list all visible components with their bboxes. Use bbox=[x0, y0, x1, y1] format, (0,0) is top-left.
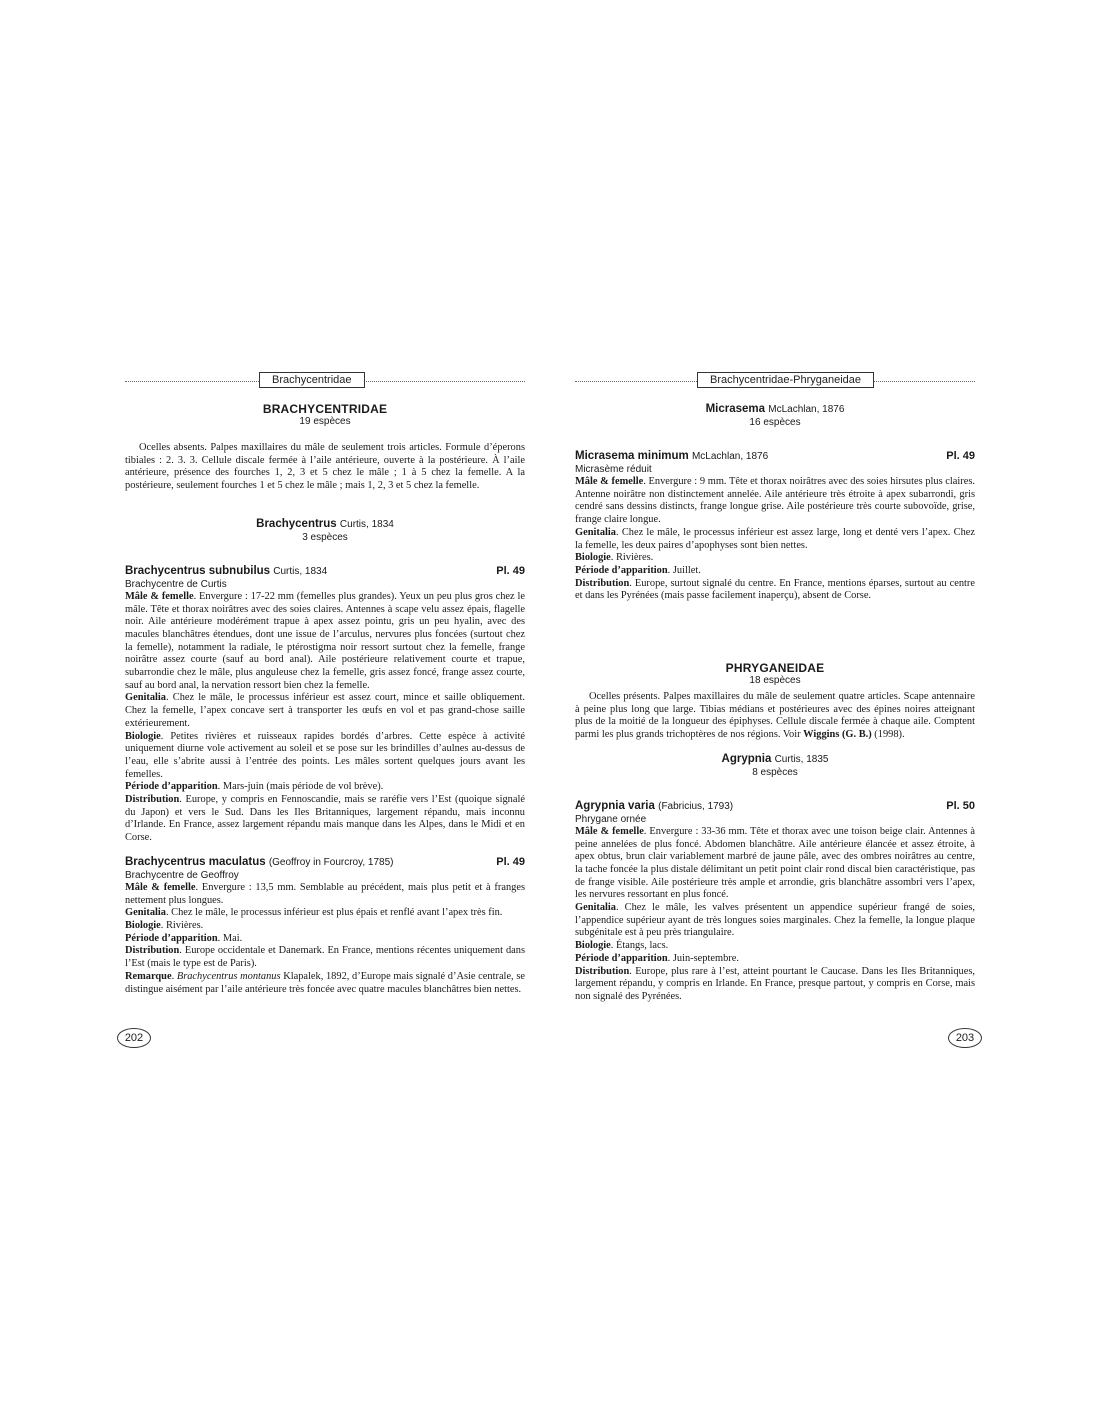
remark-paragraph: Remarque. Brachycentrus montanus Klapalek, 1892, d’Europe mais signalé d’Asie centrale, se distingue aisément par l’aile antérieure très foncée avec quatre macules blanchâtres bien nettes. bbox=[125, 970, 525, 995]
genus-heading bbox=[575, 752, 975, 767]
genitalia-paragraph: Genitalia. Chez le mâle, le processus inférieur est assez large, long et denté vers l’apex. Chez la femelle, les deux paires d’apophyses sont bien nettes. bbox=[575, 526, 975, 551]
family-count: 19 espèces bbox=[299, 416, 351, 427]
genus-count: 3 espèces bbox=[302, 531, 348, 543]
distribution-paragraph: Distribution. Europe, plus rare à l’est, atteint pourtant le Caucase. Dans les Iles Britanniques, largement répandu, y compris en Irlande. En France, presque partout, y compris en Corse, mais non signalé des Pyrénées. bbox=[575, 965, 975, 1002]
family-title: BRACHYCENTRIDAE bbox=[262, 402, 388, 416]
species-heading bbox=[125, 855, 525, 870]
species-entry bbox=[575, 449, 975, 603]
page-number: 203 bbox=[948, 1028, 982, 1048]
running-header bbox=[125, 372, 525, 388]
biology-paragraph: Biologie. Rivières. bbox=[125, 919, 204, 931]
plate-reference: Pl. 49 bbox=[496, 564, 525, 577]
genus-author: Curtis, 1834 bbox=[339, 518, 394, 530]
species-name: Brachycentrus maculatus bbox=[125, 855, 266, 868]
period-paragraph: Période d’apparition. Juillet. bbox=[575, 564, 701, 576]
period-paragraph: Période d’apparition. Mars-juin (mais période de vol brève). bbox=[125, 781, 384, 793]
description-paragraph: Mâle & femelle. Envergure : 17-22 mm (femelles plus grandes). Yeux un peu plus gros chez le mâle. Tête et thorax noirâtres avec des soies claires. Antennes à scape velu assez épais, flagelle noir. Aile antérieure modérément trapue à apex assez pointu, gris un peu hyalin, avec des macules blanchâtres étendues, dont une issue de l’arculus, nervures plus foncées (surtout chez la femelle), notamment la radiale, le ptérostigma noir ressort surtout chez la femelle, frange noirâtre assez courte (sauf au bord anal). Aile postérieure relativement courte et trapue, subarrondie chez le mâle, plus anguleuse chez la femelle, gris assez foncé, frange assez courte, sauf au bord anal, la nervation ressort bien chez la femelle. bbox=[125, 590, 525, 691]
genus-name: Agrypnia bbox=[721, 752, 772, 765]
species-name: Agrypnia varia bbox=[575, 799, 655, 812]
family-description: Ocelles présents. Palpes maxillaires du mâle de seulement quatre articles. Scape antennaire à peine plus long que large. Tibias médians et postérieures avec des épines noires atteignant plus de la moitié de la longueur des épiphyses. Cellule discale fermée à chaque aile. Comptent parmi les plus grands trichoptères de nos régions. Voir Wiggins (G. B.) (1998). bbox=[575, 691, 975, 741]
genus-name: Brachycentrus bbox=[256, 517, 337, 530]
vernacular-name: Micrasème réduit bbox=[575, 464, 652, 475]
vernacular-name: Brachycentre de Curtis bbox=[125, 578, 227, 590]
left-page bbox=[125, 372, 525, 996]
distribution-paragraph: Distribution. Europe occidentale et Danemark. En France, mentions récentes uniquement dans l’Est (mais le type est de Paris). bbox=[125, 945, 525, 970]
species-entry bbox=[575, 799, 975, 1004]
genus-author: McLachlan, 1876 bbox=[768, 404, 845, 415]
description-paragraph: Mâle & femelle. Envergure : 33-36 mm. Tête et thorax avec une toison beige clair. Antennes à peine annelées de plus foncé. Abdomen blanchâtre. Aile antérieure élancée et assez étroite, à apex obtus, brun clair variablement marbré de jaune pâle, avec des ombres noirâtres au centre, la tache foncée la plus distale délimitant un petit point clair rond discal bien caractéristique, pas de frange visible. Aile postérieure très ample et arrondie, gris blanchâtre assombri vers l’apex, les nervures ressortant en plus foncé. bbox=[575, 825, 975, 901]
description-paragraph: Mâle & femelle. Envergure : 9 mm. Tête et thorax noirâtres avec des soies hirsutes plus claires. Antenne noirâtre non distinctement annelée. Aile antérieure très étroite à apex subarrondi, gris cendré sans dessins distincts, frange longue grise. Aile postérieure très courte subovoïde, grise, frange claire longue. bbox=[575, 476, 976, 526]
genus-author: Curtis, 1835 bbox=[774, 753, 829, 765]
header-title: Brachycentridae bbox=[259, 372, 365, 388]
species-heading bbox=[575, 799, 975, 814]
family-title: PHRYGANEIDAE bbox=[725, 661, 825, 676]
plate-reference: Pl. 49 bbox=[946, 450, 975, 462]
genus-heading bbox=[125, 517, 525, 532]
header-title: Brachycentridae-Phryganeidae bbox=[697, 372, 874, 388]
running-header bbox=[575, 372, 975, 388]
species-entry bbox=[125, 855, 525, 996]
family-description: Ocelles absents. Palpes maxillaires du mâle de seulement trois articles. Formule d’éperons tibiales : 2. 3. 3. Cellule discale fermée à l’aile antérieure, ouverte à la postérieure. À l’aile antérieure, présence des fourches 1, 2, 3 et 5 chez le mâle ; 1 à 5 chez la femelle. A la postérieure, seulement fourches 1 et 5 chez le mâle ; mais 1, 2, 3 et 5 chez la femelle. bbox=[125, 442, 525, 492]
species-name: Micrasema minimum bbox=[575, 450, 689, 462]
biology-paragraph: Biologie. Rivières. bbox=[575, 552, 654, 564]
genus-name: Micrasema bbox=[705, 403, 766, 415]
species-author: Curtis, 1834 bbox=[273, 565, 328, 577]
genus-count: 8 espèces bbox=[752, 766, 798, 778]
right-page bbox=[575, 372, 975, 1004]
species-entry bbox=[125, 564, 525, 845]
species-name: Brachycentrus subnubilus bbox=[125, 564, 271, 577]
period-paragraph: Période d’apparition. Juin-septembre. bbox=[575, 952, 739, 964]
vernacular-name: Phrygane ornée bbox=[575, 813, 647, 825]
distribution-paragraph: Distribution. Europe, y compris en Fennoscandie, mais se raréfie vers l’Est (quoique signalé du Japon) et vers le Sud. Dans les Iles Britanniques, largement répandu, mais inconnu d’Irlande. En France, assez largement répandu mais manque dans les Alpes, dans le Midi et en Corse. bbox=[125, 794, 525, 844]
species-heading bbox=[125, 564, 525, 579]
family-count: 18 espèces bbox=[749, 675, 801, 687]
description-paragraph: Mâle & femelle. Envergure : 13,5 mm. Semblable au précédent, mais plus petit et à franges nettement plus longues. bbox=[125, 881, 525, 906]
genitalia-paragraph: Genitalia. Chez le mâle, les valves présentent un appendice supérieur frangé de soies, l’appendice supérieur ayant de très longues soies marginales. Chez la femelle, la longue plaque subgénitale est à peu près triangulaire. bbox=[575, 902, 975, 939]
genus-heading bbox=[575, 402, 975, 417]
plate-reference: Pl. 49 bbox=[496, 855, 525, 868]
species-author: (Geoffroy in Fourcroy, 1785) bbox=[268, 856, 394, 868]
species-author: McLachlan, 1876 bbox=[691, 451, 769, 462]
distribution-paragraph: Distribution. Europe, surtout signalé du centre. En France, mentions éparses, surtout au centre et dans les Pyrénées (mais passe facilement inaperçu), absent de Corse. bbox=[575, 577, 975, 602]
species-heading bbox=[575, 449, 975, 464]
genus-count: 16 espèces bbox=[749, 417, 801, 428]
genitalia-paragraph: Genitalia. Chez le mâle, le processus inférieur est plus épais et renflé avant l’apex très fin. bbox=[125, 907, 503, 919]
page-number: 202 bbox=[117, 1028, 151, 1048]
biology-paragraph: Biologie. Étangs, lacs. bbox=[575, 940, 669, 952]
genitalia-paragraph: Genitalia. Chez le mâle, le processus inférieur est assez court, mince et saille obliquement. Chez la femelle, l’apex concave sert à transporter les œufs en vol et pas grand-chose saille extérieurement. bbox=[125, 692, 525, 729]
period-paragraph: Période d’apparition. Mai. bbox=[125, 932, 243, 944]
plate-reference: Pl. 50 bbox=[946, 799, 975, 812]
species-author: (Fabricius, 1793) bbox=[658, 800, 734, 812]
vernacular-name: Brachycentre de Geoffroy bbox=[125, 869, 239, 881]
biology-paragraph: Biologie. Petites rivières et ruisseaux rapides bordés d’arbres. Cette espèce à activité uniquement diurne vole activement au soleil et se pose sur les brindilles d’aulnes au-dessus de l’eau, elle s’abrite aussi à l’entrée des points. Les mâles sortent quelques jours avant les femelles. bbox=[125, 730, 525, 780]
